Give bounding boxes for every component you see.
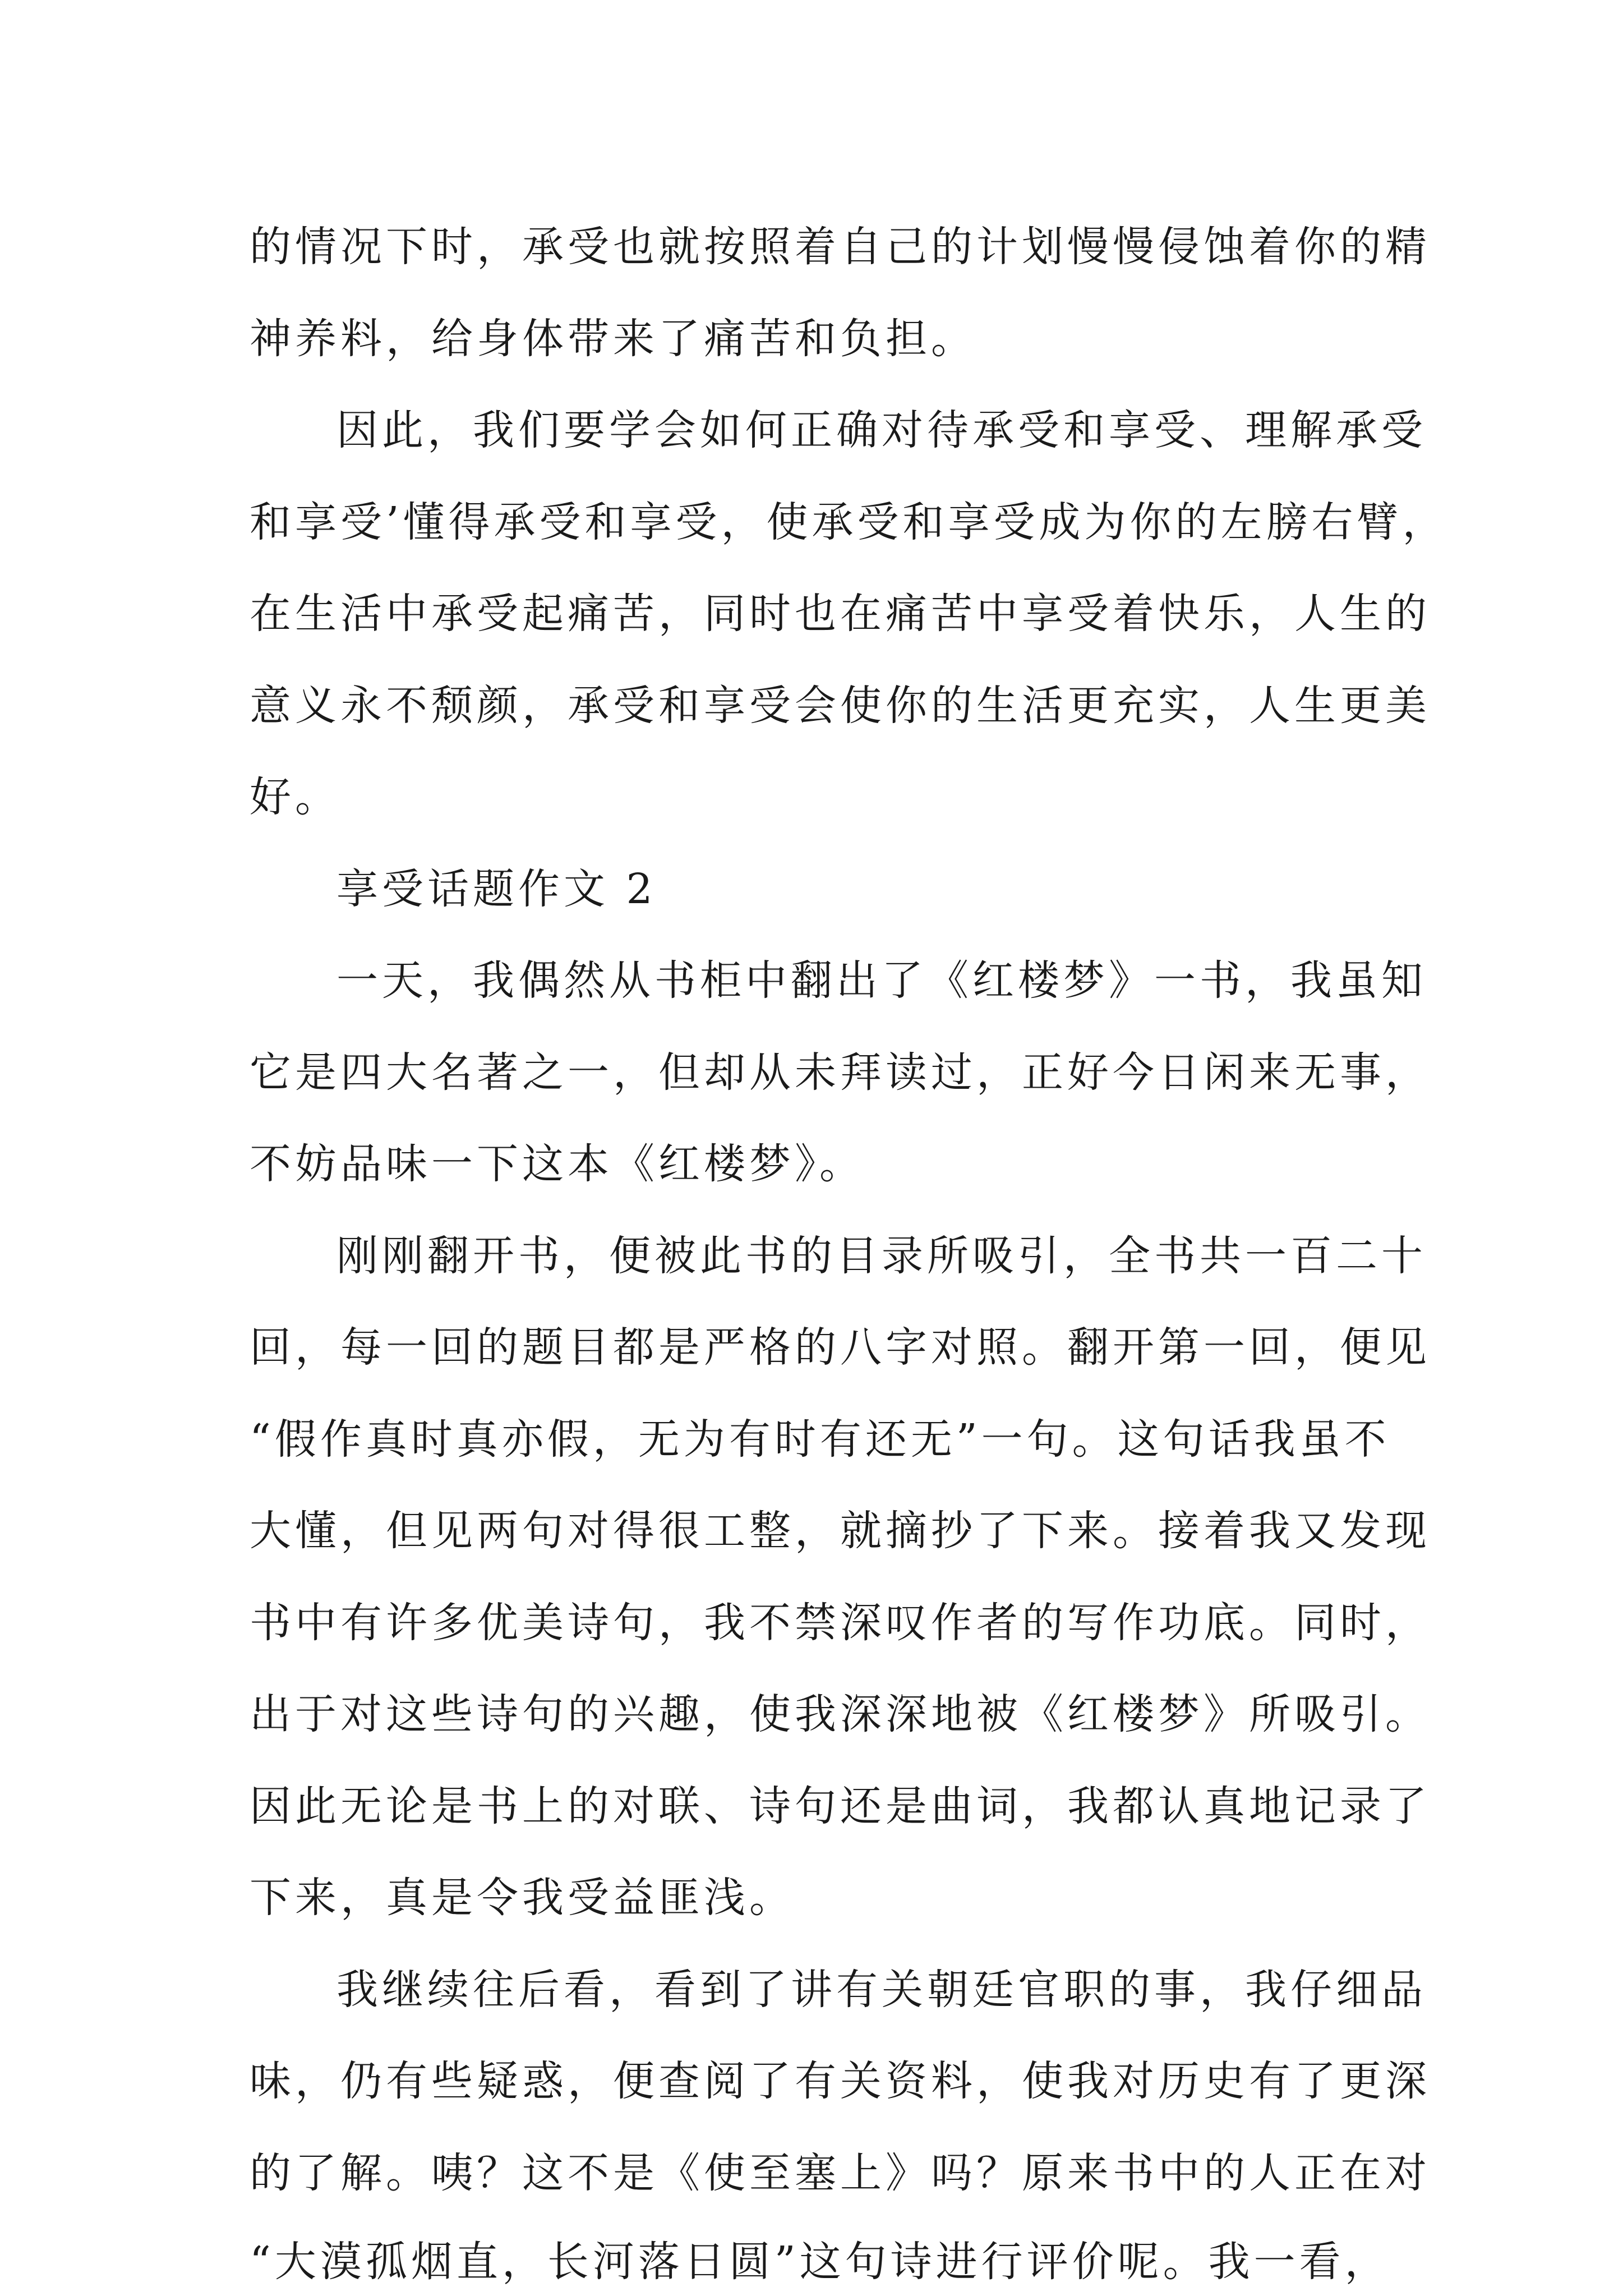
text-line: 和享受’懂得承受和享受，使承受和享受成为你的左膀右臂， [250, 498, 1448, 546]
text-line: 大懂，但见两句对得很工整，就摘抄了下来。接着我又发现 [250, 1507, 1431, 1555]
text-line: 意义永不颓颜，承受和享受会使你的生活更充实，人生更美 [250, 682, 1431, 730]
text-line: 出于对这些诗句的兴趣，使我深深地被《红楼梦》所吸引。 [250, 1690, 1431, 1738]
text-line: 下来，真是令我受益匪浅。 [250, 1874, 795, 1922]
text-line: 的了解。咦？这不是《使至塞上》吗？原来书中的人正在对 [250, 2149, 1431, 2197]
text-line: 好。 [250, 773, 340, 821]
text-line: “大漠孤烟直，长河落日圆”这句诗进行评价呢。我一看， [250, 2238, 1390, 2286]
text-line: 的情况下时，承受也就按照着自己的计划慢慢侵蚀着你的精 [250, 223, 1431, 271]
paragraph-first-line: 一天，我偶然从书柜中翻出了《红楼梦》一书，我虽知 [336, 956, 1427, 1005]
paragraph-first-line: 因此，我们要学会如何正确对待承受和享受、理解承受 [336, 406, 1427, 454]
text-line: 书中有许多优美诗句，我不禁深叹作者的写作功底。同时， [250, 1599, 1431, 1647]
text-line: 在生活中承受起痛苦，同时也在痛苦中享受着快乐，人生的 [250, 590, 1431, 638]
text-line: 味，仍有些疑惑，便查阅了有关资料，使我对历史有了更深 [250, 2057, 1431, 2105]
text-line: 它是四大名著之一，但却从未拜读过，正好今日闲来无事， [250, 1048, 1431, 1097]
section-heading: 享受话题作文 2 [336, 865, 657, 913]
text-line: “假作真时真亦假，无为有时有还无”一句。这句话我虽不 [250, 1415, 1390, 1464]
text-line: 因此无论是书上的对联、诗句还是曲词，我都认真地记录了 [250, 1782, 1431, 1830]
paragraph-first-line: 我继续往后看，看到了讲有关朝廷官职的事，我仔细品 [336, 1966, 1427, 2014]
paragraph-first-line: 刚刚翻开书，便被此书的目录所吸引，全书共一百二十 [336, 1232, 1427, 1280]
text-line: 回，每一回的题目都是严格的八字对照。翻开第一回，便见 [250, 1323, 1431, 1372]
text-line: 神养料，给身体带来了痛苦和负担。 [250, 315, 976, 363]
text-line: 不妨品味一下这本《红楼梦》。 [250, 1140, 865, 1188]
